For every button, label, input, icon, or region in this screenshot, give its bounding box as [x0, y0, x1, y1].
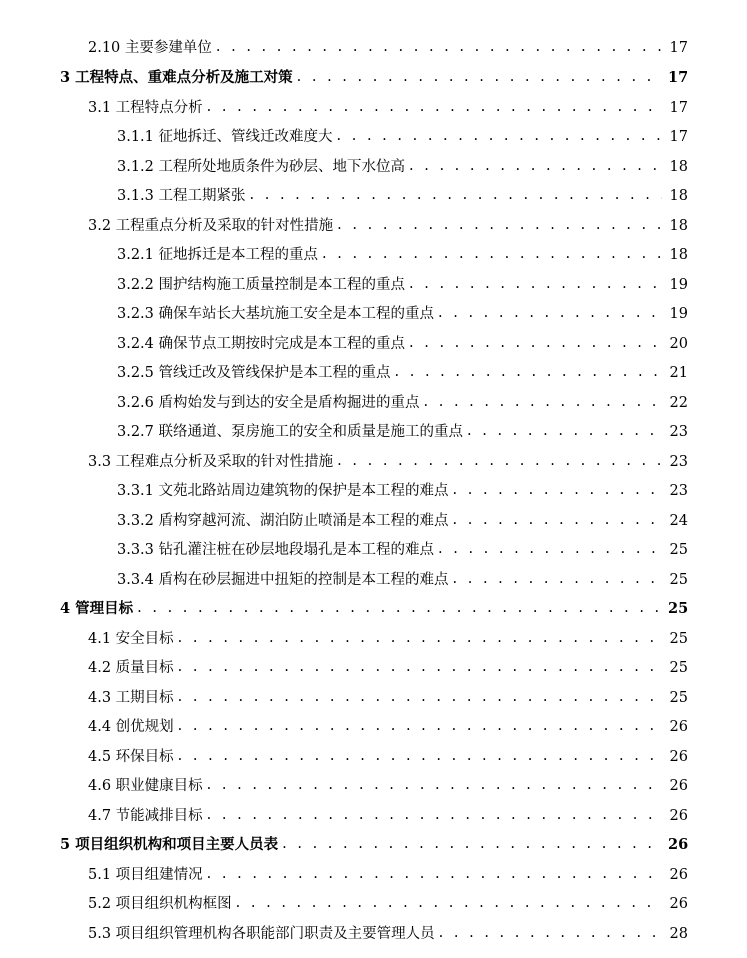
toc-entry[interactable] — [117, 538, 688, 562]
dot-leader — [216, 35, 662, 59]
toc-entry-page: 25 — [669, 690, 688, 706]
toc-entry-label: 3.2.4 确保节点工期按时完成是本工程的重点 — [117, 336, 406, 352]
toc-entry-page: 25 — [669, 660, 688, 676]
dot-leader — [438, 301, 662, 325]
toc-entry-label: 4.6 职业健康目标 — [88, 778, 203, 794]
toc-entry-label: 4.5 环保目标 — [88, 749, 174, 765]
dot-leader — [337, 449, 662, 473]
toc-entry-label: 5 项目组织机构和项目主要人员表 — [60, 836, 279, 853]
toc-entry[interactable] — [117, 479, 688, 503]
toc-entry-label: 3.1.2 工程所处地质条件为砂层、地下水位高 — [117, 159, 406, 175]
toc-entry-page: 26 — [668, 836, 689, 853]
toc-entry-page: 21 — [669, 365, 688, 381]
dot-leader — [453, 478, 662, 502]
toc-entry-label: 3.2.3 确保车站长大基坑施工安全是本工程的重点 — [117, 306, 435, 322]
toc-entry-label: 3.2.7 联络通道、泵房施工的安全和质量是施工的重点 — [117, 424, 464, 440]
toc-entry[interactable] — [88, 892, 688, 916]
toc-entry-label: 3.3.4 盾构在砂层掘进中扭矩的控制是本工程的难点 — [117, 572, 449, 588]
toc-entry[interactable] — [117, 509, 688, 533]
toc-entry-label: 3 工程特点、重难点分析及施工对策 — [60, 69, 293, 86]
toc-entry-page: 26 — [669, 896, 688, 912]
dot-leader — [453, 508, 662, 532]
toc-entry-label: 5.3 项目组织管理机构各职能部门职责及主要管理人员 — [88, 926, 435, 942]
toc-entry-page: 19 — [669, 277, 688, 293]
dot-leader — [337, 213, 662, 237]
toc-entry[interactable] — [117, 302, 688, 326]
toc-entry-page: 18 — [669, 159, 688, 175]
dot-leader — [453, 567, 662, 591]
toc-entry[interactable] — [117, 361, 688, 385]
toc-entry-label: 3.3 工程难点分析及采取的针对性措施 — [88, 454, 334, 470]
toc-entry-label: 4 管理目标 — [60, 600, 134, 617]
toc-entry-page: 26 — [669, 778, 688, 794]
toc-entry[interactable] — [88, 863, 688, 887]
toc-entry-page: 17 — [669, 40, 688, 56]
toc-entry-label: 5.2 项目组织机构框图 — [88, 896, 232, 912]
toc-entry-label: 3.3.2 盾构穿越河流、湖泊防止喷涌是本工程的难点 — [117, 513, 449, 529]
dot-leader — [467, 419, 662, 443]
toc-entry[interactable] — [88, 686, 688, 710]
toc-entry-page: 23 — [669, 454, 688, 470]
toc-entry-page: 28 — [669, 926, 688, 942]
toc-entry-page: 26 — [669, 808, 688, 824]
toc-entry-page: 19 — [669, 306, 688, 322]
toc-entry-label: 4.7 节能减排目标 — [88, 808, 203, 824]
toc-entry[interactable] — [88, 96, 688, 120]
toc-entry-page: 22 — [669, 395, 688, 411]
toc-entry[interactable] — [117, 391, 688, 415]
toc-entry[interactable] — [117, 568, 688, 592]
toc-entry[interactable] — [88, 627, 688, 651]
toc-entry-page: 23 — [669, 483, 688, 499]
dot-leader — [409, 154, 662, 178]
dot-leader — [282, 832, 662, 856]
toc-entry-label: 3.1.1 征地拆迁、管线迁改难度大 — [117, 129, 333, 145]
toc-entry[interactable] — [88, 745, 688, 769]
toc-entry-page: 17 — [669, 100, 688, 116]
toc-entry-page: 25 — [668, 600, 689, 617]
dot-leader — [178, 655, 662, 679]
dot-leader — [236, 891, 662, 915]
toc-entry-page: 26 — [669, 749, 688, 765]
toc-entry[interactable] — [117, 273, 688, 297]
toc-entry-page: 25 — [669, 542, 688, 558]
toc-entry[interactable] — [117, 184, 688, 208]
toc-entry[interactable] — [117, 155, 688, 179]
toc-entry-label: 4.4 创优规划 — [88, 719, 174, 735]
toc-entry-label: 3.2.5 管线迁改及管线保护是本工程的重点 — [117, 365, 391, 381]
dot-leader — [322, 242, 662, 266]
toc-entry-page: 17 — [668, 69, 689, 86]
toc-entry-label: 3.3.3 钻孔灌注桩在砂层地段塌孔是本工程的难点 — [117, 542, 435, 558]
dot-leader — [207, 803, 662, 827]
toc-entry-page: 17 — [669, 129, 688, 145]
toc-entry-label: 3.2 工程重点分析及采取的针对性措施 — [88, 218, 334, 234]
toc-entry[interactable] — [88, 774, 688, 798]
dot-leader — [178, 744, 662, 768]
toc-entry-label: 5.1 项目组建情况 — [88, 867, 203, 883]
toc-entry[interactable] — [117, 125, 688, 149]
dot-leader — [439, 921, 662, 945]
toc-entry-label: 4.1 安全目标 — [88, 631, 174, 647]
toc-entry-label: 2.10 主要参建单位 — [88, 40, 212, 56]
toc-entry-page: 20 — [669, 336, 688, 352]
toc-entry[interactable] — [60, 66, 688, 90]
dot-leader — [424, 390, 662, 414]
dot-leader — [438, 537, 662, 561]
dot-leader — [207, 95, 662, 119]
toc-entry[interactable] — [88, 922, 688, 946]
dot-leader — [178, 685, 662, 709]
dot-leader — [207, 862, 662, 886]
toc-entry-page: 23 — [669, 424, 688, 440]
toc-entry-label: 3.3.1 文苑北路站周边建筑物的保护是本工程的难点 — [117, 483, 449, 499]
toc-entry[interactable] — [88, 450, 688, 474]
dot-leader — [409, 272, 662, 296]
toc-entry-label: 3.1 工程特点分析 — [88, 100, 203, 116]
dot-leader — [297, 65, 662, 89]
dot-leader — [395, 360, 662, 384]
toc-entry[interactable] — [60, 833, 688, 857]
dot-leader — [250, 183, 662, 207]
dot-leader — [409, 331, 662, 355]
toc-entry-page: 26 — [669, 719, 688, 735]
toc-entry[interactable] — [88, 715, 688, 739]
toc-entry[interactable] — [117, 420, 688, 444]
toc-entry-page: 18 — [669, 218, 688, 234]
dot-leader — [137, 596, 662, 620]
toc-entry-label: 4.3 工期目标 — [88, 690, 174, 706]
toc-entry-page: 18 — [669, 247, 688, 263]
dot-leader — [178, 626, 662, 650]
toc-entry[interactable] — [88, 656, 688, 680]
dot-leader — [337, 124, 662, 148]
toc-entry-label: 3.1.3 工程工期紧张 — [117, 188, 246, 204]
toc-entry[interactable] — [88, 804, 688, 828]
toc-entry[interactable] — [117, 332, 688, 356]
toc-entry-page: 24 — [669, 513, 688, 529]
toc-entry-page: 25 — [669, 572, 688, 588]
dot-leader — [207, 773, 662, 797]
toc-entry-label: 3.2.1 征地拆迁是本工程的重点 — [117, 247, 319, 263]
toc-entry[interactable] — [60, 597, 688, 621]
toc-entry-page: 26 — [669, 867, 688, 883]
toc-entry[interactable] — [88, 214, 688, 238]
toc-entry-label: 3.2.2 围护结构施工质量控制是本工程的重点 — [117, 277, 406, 293]
toc-entry[interactable] — [117, 243, 688, 267]
toc-entry[interactable] — [88, 36, 688, 60]
toc-entry-page: 18 — [669, 188, 688, 204]
toc-entry-label: 4.2 质量目标 — [88, 660, 174, 676]
toc-entry-label: 3.2.6 盾构始发与到达的安全是盾构掘进的重点 — [117, 395, 420, 411]
toc-entry-page: 25 — [669, 631, 688, 647]
dot-leader — [178, 714, 662, 738]
